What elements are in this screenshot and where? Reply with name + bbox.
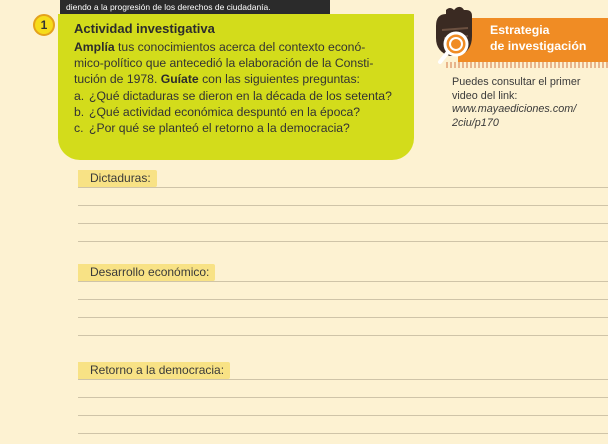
section-label: Dictaduras: [78, 170, 157, 187]
strategy-title-line-2: de investigación [490, 39, 587, 53]
intro-verb-amplia: Amplía [74, 40, 115, 54]
activity-number-badge: 1 [33, 14, 55, 36]
intro-text-3-post: con las siguientes preguntas: [198, 72, 360, 87]
strategy-text-line-1: Puedes consultar el primer [452, 76, 581, 88]
top-caption: diendo a la progresión de los derechos de ciudadanía. [60, 0, 330, 14]
strategy-url-line-2[interactable]: 2ciu/p170 [452, 116, 499, 129]
question-c [74, 120, 404, 136]
strategy-text-line-2: video del link: [452, 89, 518, 102]
section-retorno-democracia [78, 362, 608, 380]
question-text: ¿Por qué se planteó el retorno a la democracia? [89, 121, 350, 136]
question-letter: a. [74, 88, 85, 103]
section-dictaduras [78, 170, 608, 188]
strategy-title-line-1: Estrategia [490, 23, 550, 37]
answer-line[interactable] [78, 205, 608, 206]
section-label: Desarrollo económico: [78, 264, 215, 281]
activity-box [58, 14, 414, 160]
answer-line[interactable] [78, 379, 608, 380]
intro-text-1: tus conocimientos acerca del contexto econó- [114, 40, 366, 54]
answer-line[interactable] [78, 241, 608, 242]
question-b [74, 104, 404, 120]
answer-line[interactable] [78, 223, 608, 224]
question-letter: c. [74, 121, 84, 136]
question-text: ¿Qué dictaduras se dieron en la década de los setenta? [89, 88, 392, 103]
answer-line[interactable] [78, 299, 608, 300]
answer-line[interactable] [78, 415, 608, 416]
question-text: ¿Qué actividad económica despuntó en la época? [89, 104, 361, 119]
question-a [74, 88, 404, 104]
intro-verb-guiate: Guíate [160, 72, 199, 87]
strategy-divider [446, 62, 608, 68]
answer-line[interactable] [78, 335, 608, 336]
intro-text-3-pre: tución de 1978. [74, 72, 161, 87]
section-label: Retorno a la democracia: [78, 362, 230, 379]
question-letter: b. [74, 104, 85, 119]
section-desarrollo-economico [78, 264, 608, 282]
answer-line[interactable] [78, 433, 608, 434]
answer-line[interactable] [78, 187, 608, 188]
activity-intro [74, 39, 404, 88]
strategy-info [452, 76, 608, 130]
answer-line[interactable] [78, 281, 608, 282]
intro-text-2: mico-político que antecedió la elaboración de la Consti- [74, 56, 374, 71]
answer-line[interactable] [78, 397, 608, 398]
answer-line[interactable] [78, 317, 608, 318]
activity-title: Actividad investigativa [74, 21, 215, 36]
strategy-url-line-1[interactable]: www.mayaediciones.com/ [452, 103, 577, 115]
magnifier-hand-icon [422, 6, 490, 68]
